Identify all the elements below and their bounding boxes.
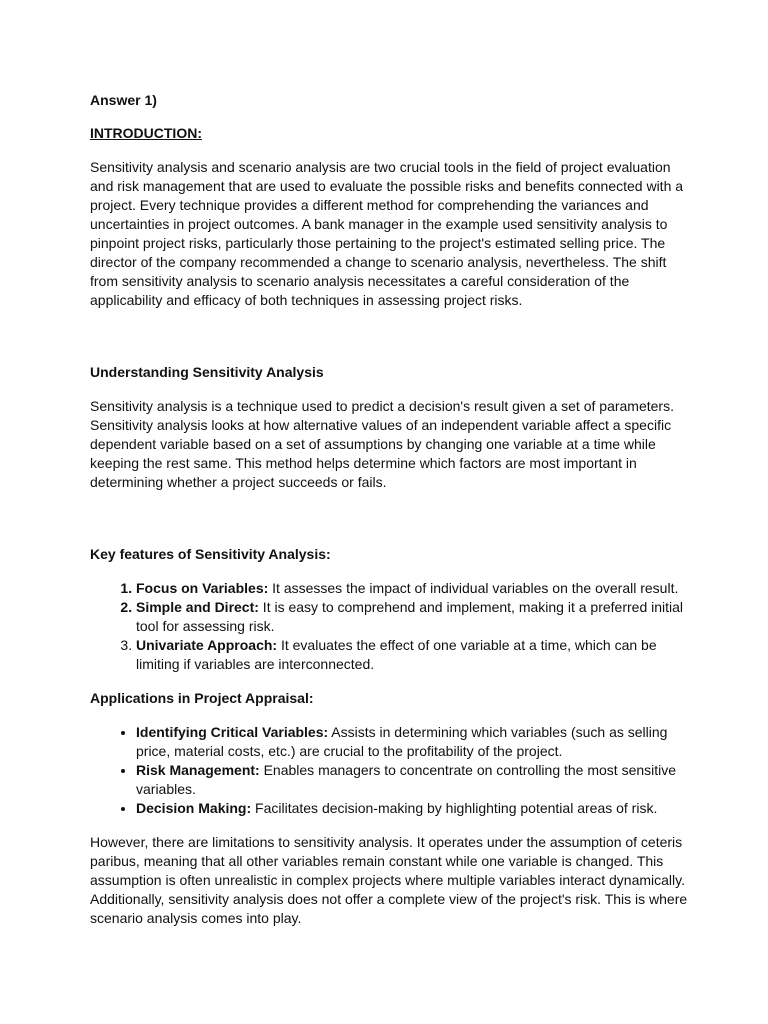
understanding-heading: Understanding Sensitivity Analysis (90, 364, 324, 380)
limitations-paragraph: However, there are limitations to sensitivity analysis. It operates under the assumption of ceteris paribus, meaning that all other variables remain constant while one variable is changed. This assumption is often unrealistic in complex projects where multiple variables interact dynamically. Additionally, sensitivity analysis does not offer a complete view of the project's risk. This is where scenario analysis comes into play. (90, 834, 688, 926)
application-term: Decision Making: (136, 800, 252, 816)
document-page (90, 91, 690, 928)
answer-heading: Answer 1) (90, 92, 157, 108)
application-text: Facilitates decision-making by highlighting potential areas of risk. (251, 800, 658, 816)
understanding-paragraph: Sensitivity analysis is a technique used to predict a decision's result given a set of parameters. Sensitivity analysis looks at how alternative values of an independent variable affect a specific dependent variable based on a set of assumptions by changing one variable at a time while keeping the rest same. This method helps determine which factors are most important in determining whether a project succeeds or fails. (90, 398, 674, 490)
feature-text: It evaluates the effect of one variable at a time, which can be limiting if variables are interconnected. (136, 637, 657, 672)
list-item (136, 579, 690, 598)
feature-text: It is easy to comprehend and implement, making it a preferred initial tool for assessing risk. (136, 599, 684, 634)
applications-list (90, 723, 690, 818)
applications-heading: Applications in Project Appraisal: (90, 690, 314, 706)
introduction-heading: INTRODUCTION: (90, 125, 202, 141)
list-item (136, 799, 690, 818)
application-text: Assists in determining which variables (such as selling price, material costs, etc.) are crucial to the profitability of the project. (136, 724, 668, 759)
feature-term: Simple and Direct: (136, 599, 259, 615)
list-item (136, 636, 690, 674)
feature-term: Focus on Variables: (136, 580, 269, 596)
introduction-paragraph: Sensitivity analysis and scenario analysis are two crucial tools in the field of project evaluation and risk management that are used to evaluate the possible risks and benefits connected with a project. Every technique provides a different method for comprehending the variances and uncertainties in project outcomes. A bank manager in the example used sensitivity analysis to pinpoint project risks, particularly those pertaining to the project's estimated selling price. The director of the company recommended a change to scenario analysis, nevertheless. The shift from sensitivity analysis to scenario analysis necessitates a careful consideration of the applicability and efficacy of both techniques in assessing project risks. (90, 159, 684, 308)
list-item (136, 723, 690, 761)
application-term: Identifying Critical Variables: (136, 724, 329, 740)
feature-text: It assesses the impact of individual variables on the overall result. (268, 580, 679, 596)
list-item (136, 598, 690, 636)
application-term: Risk Management: (136, 762, 260, 778)
features-list (90, 579, 690, 674)
feature-term: Univariate Approach: (136, 637, 278, 653)
list-item (136, 761, 690, 799)
features-heading: Key features of Sensitivity Analysis: (90, 546, 331, 562)
application-text: Enables managers to concentrate on controlling the most sensitive variables. (136, 762, 677, 797)
